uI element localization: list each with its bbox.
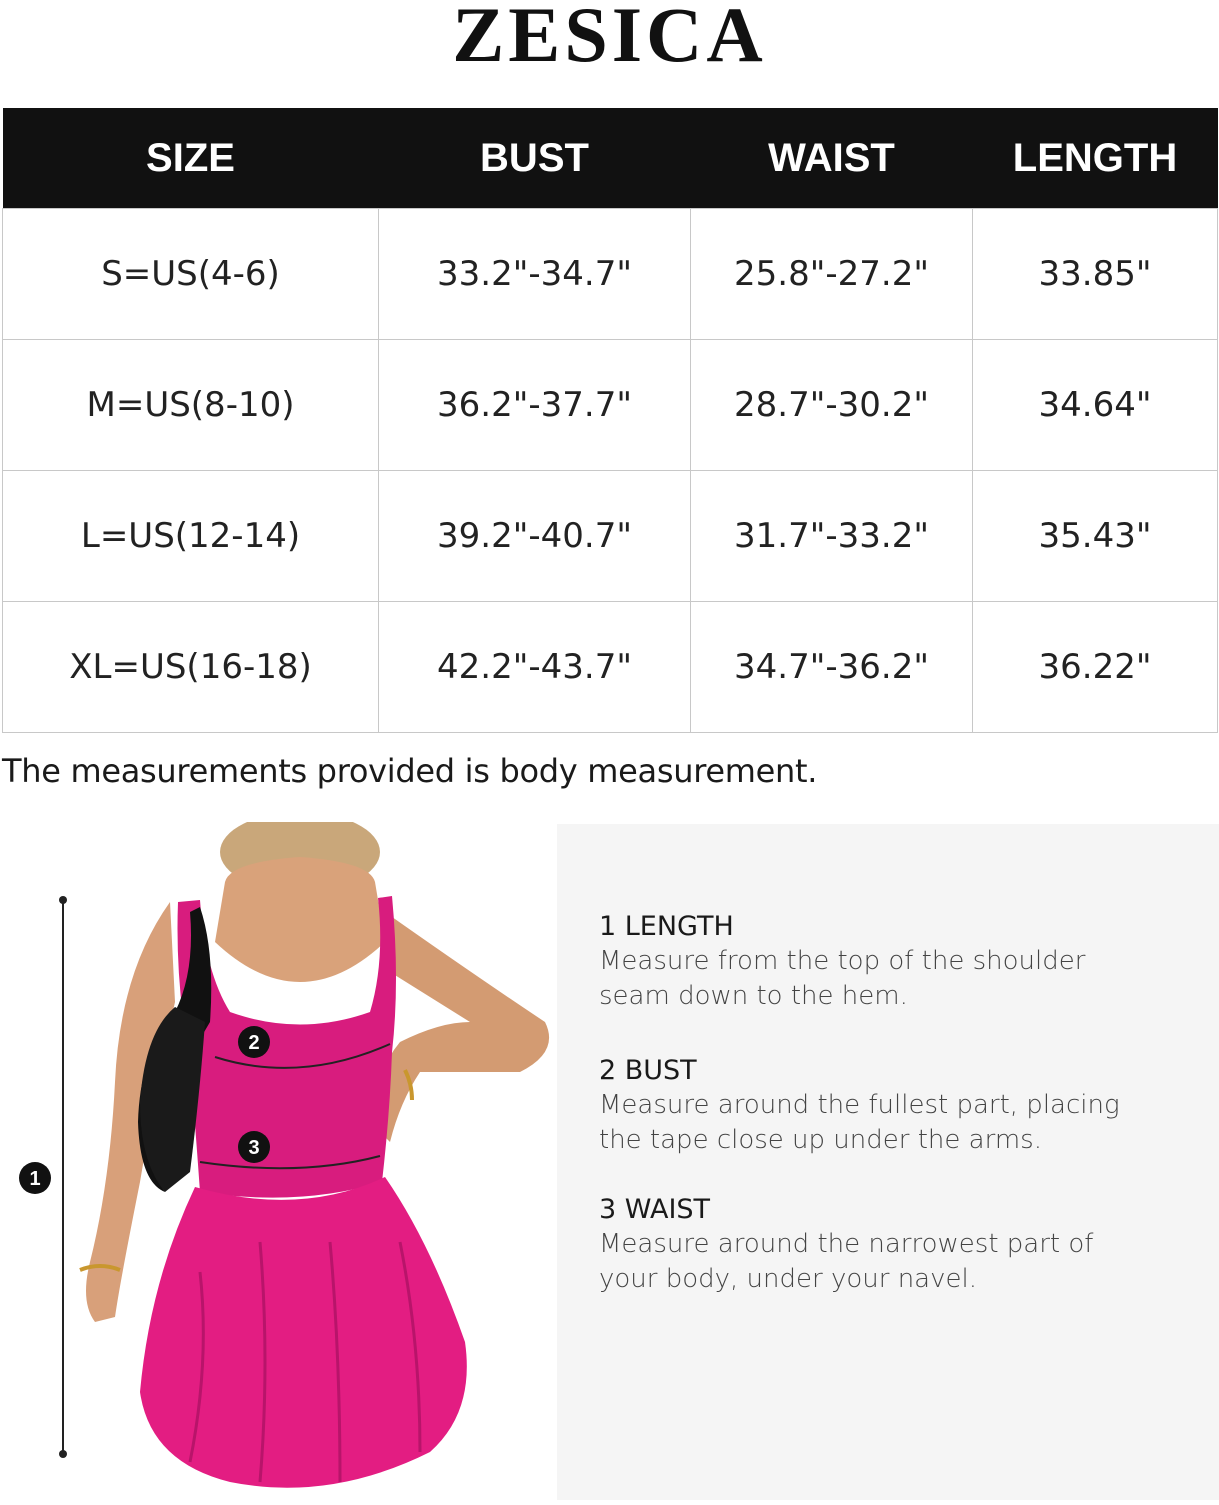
cell-waist: 31.7"-33.2" <box>691 471 973 602</box>
table-row <box>3 471 1218 602</box>
model-illustration <box>0 822 557 1500</box>
guide-length-title: 1 LENGTH <box>599 911 734 942</box>
length-line-bottom-dot <box>59 1450 67 1458</box>
dress-skirt <box>140 1177 467 1488</box>
header-length: LENGTH <box>973 108 1218 209</box>
cell-bust: 39.2"-40.7" <box>379 471 691 602</box>
guide-bust-title: 2 BUST <box>599 1055 697 1086</box>
cell-waist: 34.7"-36.2" <box>691 602 973 733</box>
table-header-row <box>3 108 1218 209</box>
cell-waist: 28.7"-30.2" <box>691 340 973 471</box>
table-row <box>3 209 1218 340</box>
model-photo <box>0 822 557 1500</box>
waist-marker-label: 3 <box>248 1137 260 1159</box>
cell-length: 35.43" <box>973 471 1218 602</box>
cell-bust: 36.2"-37.7" <box>379 340 691 471</box>
length-marker-label: 1 <box>29 1168 41 1190</box>
cell-size: S=US(4-6) <box>3 209 379 340</box>
brand-logo: ZESICA <box>452 0 767 78</box>
header-waist: WAIST <box>691 108 973 209</box>
guide-waist-text-line1: Measure around the narrowest part of <box>599 1229 1094 1259</box>
table-row <box>3 340 1218 471</box>
header-bust: BUST <box>379 108 691 209</box>
measurement-note: The measurements provided is body measurement. <box>2 752 818 790</box>
length-line-top-dot <box>59 896 67 904</box>
cell-bust: 33.2"-34.7" <box>379 209 691 340</box>
skin-neck <box>215 857 385 982</box>
guide-waist <box>599 1193 1199 1297</box>
guide-bust <box>599 1054 1199 1158</box>
cell-bust: 42.2"-43.7" <box>379 602 691 733</box>
guide-length-text-line1: Measure from the top of the shoulder <box>599 946 1086 976</box>
cell-size: L=US(12-14) <box>3 471 379 602</box>
guide-waist-text-line2: your body, under your navel. <box>599 1264 977 1294</box>
guide-length <box>599 910 1199 1014</box>
cell-size: M=US(8-10) <box>3 340 379 471</box>
measurement-guide-panel <box>557 824 1219 1500</box>
right-arm <box>370 912 549 1142</box>
cell-waist: 25.8"-27.2" <box>691 209 973 340</box>
table-row <box>3 602 1218 733</box>
bust-marker-label: 2 <box>248 1032 260 1054</box>
guide-waist-title: 3 WAIST <box>599 1194 711 1225</box>
cell-size: XL=US(16-18) <box>3 602 379 733</box>
size-chart-table <box>2 108 1218 733</box>
cell-length: 34.64" <box>973 340 1218 471</box>
cell-length: 36.22" <box>973 602 1218 733</box>
cell-length: 33.85" <box>973 209 1218 340</box>
guide-bust-text-line1: Measure around the fullest part, placing <box>599 1090 1120 1120</box>
header-size: SIZE <box>3 108 379 209</box>
guide-length-text-line2: seam down to the hem. <box>599 981 908 1011</box>
guide-bust-text-line2: the tape close up under the arms. <box>599 1125 1042 1155</box>
